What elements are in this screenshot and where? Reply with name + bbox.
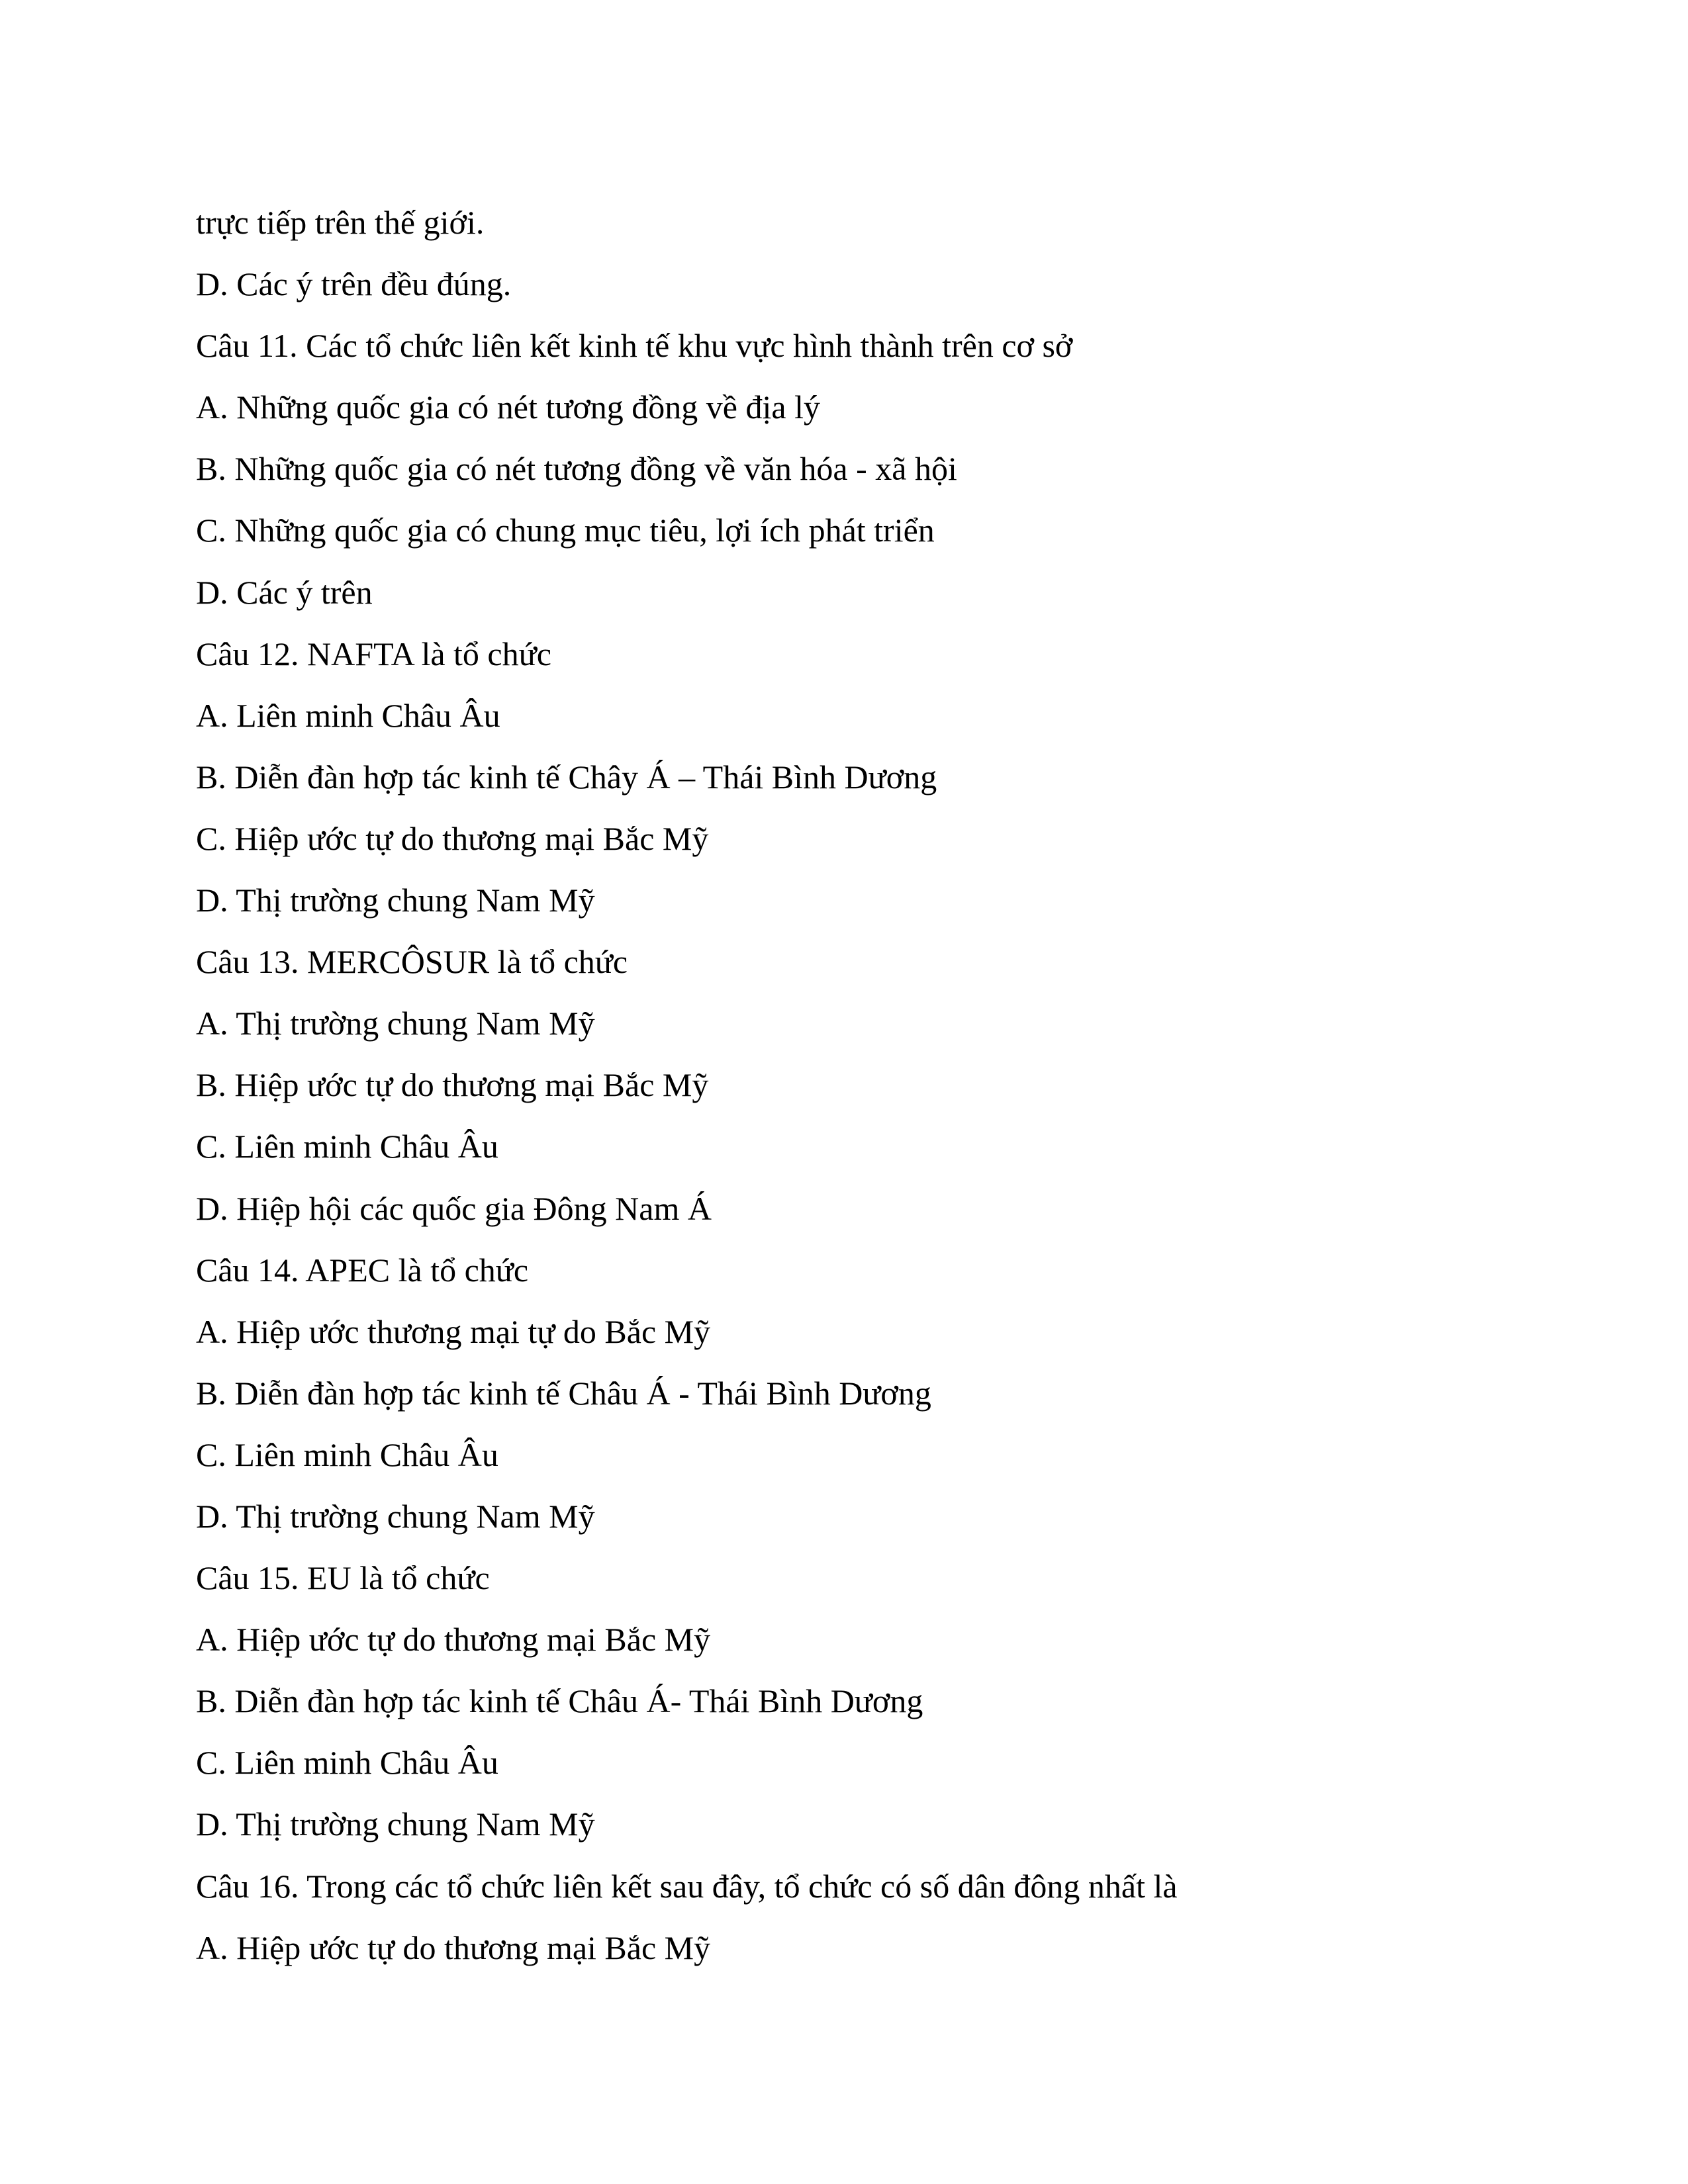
question-14-title: Câu 14. APEC là tổ chức (196, 1251, 529, 1289)
question-13-option-b: B. Hiệp ước tự do thương mại Bắc Mỹ (196, 1066, 709, 1104)
question-13-option-c: C. Liên minh Châu Âu (196, 1128, 498, 1165)
question-10-option-d: D. Các ý trên đều đúng. (196, 265, 512, 303)
question-15-option-a: A. Hiệp ước tự do thương mại Bắc Mỹ (196, 1621, 711, 1659)
question-15-option-c: C. Liên minh Châu Âu (196, 1744, 498, 1782)
question-11-option-c: C. Những quốc gia có chung mục tiêu, lợi ích phát triển (196, 512, 935, 549)
question-15-option-d: D. Thị trường chung Nam Mỹ (196, 1805, 595, 1843)
question-13-title: Câu 13. MERCÔSUR là tổ chức (196, 943, 628, 981)
question-16-title: Câu 16. Trong các tổ chức liên kết sau đây, tổ chức có số dân đông nhất là (196, 1867, 1178, 1905)
question-12-title: Câu 12. NAFTA là tổ chức (196, 635, 551, 672)
question-11-option-d: D. Các ý trên (196, 573, 373, 611)
text-block (196, 192, 1520, 1979)
question-15-title: Câu 15. EU là tổ chức (196, 1559, 490, 1597)
question-12-option-b: B. Diễn đàn hợp tác kinh tế Chây Á – Thái Bình Dương (196, 758, 937, 796)
question-12-option-d: D. Thị trường chung Nam Mỹ (196, 882, 595, 919)
question-14-option-c: C. Liên minh Châu Âu (196, 1435, 498, 1473)
question-11-title: Câu 11. Các tổ chức liên kết kinh tế khu vực hình thành trên cơ sở (196, 327, 1073, 365)
question-13-option-a: A. Thị trường chung Nam Mỹ (196, 1005, 595, 1042)
question-12-option-a: A. Liên minh Châu Âu (196, 696, 500, 734)
question-14-option-b: B. Diễn đàn hợp tác kinh tế Châu Á - Thái Bình Dương (196, 1374, 931, 1412)
question-15-option-b: B. Diễn đàn hợp tác kinh tế Châu Á- Thái Bình Dương (196, 1682, 923, 1720)
question-10-continuation: trực tiếp trên thế giới. (196, 204, 485, 241)
question-11-option-b: B. Những quốc gia có nét tương đồng về văn hóa - xã hội (196, 450, 957, 488)
question-12-option-c: C. Hiệp ước tự do thương mại Bắc Mỹ (196, 819, 709, 857)
question-13-option-d: D. Hiệp hội các quốc gia Đông Nam Á (196, 1189, 712, 1227)
question-16-option-a: A. Hiệp ước tự do thương mại Bắc Mỹ (196, 1929, 711, 1966)
question-14-option-a: A. Hiệp ước thương mại tự do Bắc Mỹ (196, 1312, 711, 1350)
question-11-option-a: A. Những quốc gia có nét tương đồng về địa lý (196, 388, 820, 426)
question-14-option-d: D. Thị trường chung Nam Mỹ (196, 1497, 595, 1535)
